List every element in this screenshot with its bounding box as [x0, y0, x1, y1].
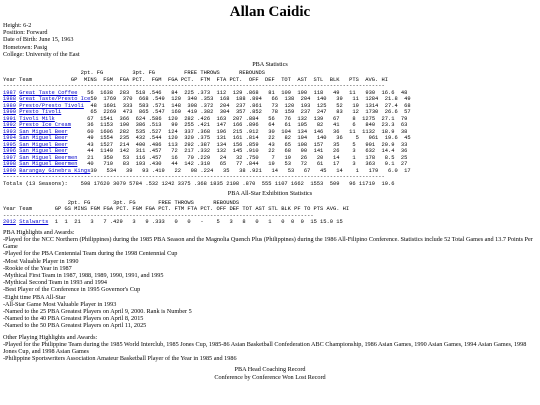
season-year-link[interactable]: 1987 — [3, 89, 16, 96]
season-team-link[interactable]: San Miguel Beer — [19, 128, 68, 135]
list-item: -All-Star Game Most Valuable Player in 1993 — [3, 300, 117, 308]
highlights-heading: PBA Highlights and Awards: — [3, 228, 75, 236]
season-row-values: 59 1769 370 668 .549 120 340 .353 168 188 .894 66 138 204 140 39 11 1284 21.8 49 — [90, 96, 411, 103]
list-item: -Best Player of the Conference in 1995 Governor's Cup — [3, 286, 141, 294]
stats-totals: Totals (13 Seasons): 598 17620 3079 5784 .532 1242 3375 .368 1835 2108 .870 555 1107 1662 1553 509 96 11719 19.6 — [3, 180, 395, 187]
bio-hometown: Hometown: Pasig — [3, 43, 48, 51]
coaching-title: PBA Head Coaching Record — [234, 366, 306, 374]
season-row-values: 48 1601 333 583 .571 148 398 .372 204 237 .861 73 120 193 125 52 19 1314 27.4 68 — [83, 102, 411, 109]
list-item: -Eight time PBA All-Star — [3, 293, 66, 301]
season-row-values: 21 350 53 116 .457 16 70 .229 24 32 .750 7 19 26 20 14 1 178 8.5 25 — [77, 154, 408, 161]
season-team-link[interactable]: Great Taste Coffee — [19, 89, 78, 96]
list-item: -Named to the 50 PBA Greatest Players on April 11, 2025 — [3, 322, 147, 330]
season-row-values: 44 1140 142 311 .457 72 217 .332 132 145 .910 22 68 90 141 26 3 632 14.4 36 — [67, 148, 408, 155]
season-team-link[interactable]: Tivoli Milk — [19, 115, 55, 122]
season-year-link[interactable]: 1995 — [3, 141, 16, 148]
bio-position: Position: Forward — [3, 29, 48, 37]
list-item: -Played for the PBA Centennial Team during the 1998 Centennial Cup — [3, 250, 178, 258]
season-team-link[interactable]: San Miguel Beer — [19, 148, 68, 155]
allstar-row-values: 1 1 21 3 7 .429 3 9 .333 0 0 - 5 3 8 0 1 0 0 0 15 15.0 15 — [48, 219, 343, 226]
season-year-link[interactable]: 1999 — [3, 167, 16, 174]
other-heading: Other Playing Highlights and Awards: — [3, 333, 98, 341]
player-name: Allan Caidic — [229, 4, 311, 20]
season-row-values: 43 1527 214 400 .486 113 292 .387 134 156 .859 43 65 108 157 35 5 901 20.9 33 — [67, 141, 408, 148]
allstar-rule: ------------------------------------------------------------------------------------------------ — [3, 212, 314, 219]
season-year-link[interactable]: 1993 — [3, 128, 16, 135]
allstar-team-link[interactable]: Stalwarts — [19, 219, 49, 226]
stats-rule: ---------------------------------------------------------------------------------------------------------------------- — [3, 174, 385, 181]
season-row-values: 49 1554 235 432 .544 120 320 .375 131 161 .814 22 82 104 140 36 5 961 19.6 45 — [67, 135, 411, 142]
season-team-link[interactable]: San Miguel Beer — [19, 135, 68, 142]
bio-college: College: University of the East — [3, 50, 80, 58]
list-item: -Philippine Sportswriters Association Amateur Basketball Player of the Year in 1985 and 1986 — [3, 355, 237, 363]
highlights-section — [3, 229, 537, 330]
other-highlights-section — [3, 334, 537, 363]
bio-height: Height: 6-2 — [3, 22, 32, 29]
season-team-link[interactable]: Presto Tivoli — [19, 109, 62, 116]
season-year-link[interactable]: 1988 — [3, 96, 16, 103]
allstar-title: PBA All-Star Exhibition Statistics — [227, 190, 313, 198]
list-item: -Named to the 25 PBA Greatest Players on April 9, 2000. Rank is Number 5 — [3, 308, 192, 316]
season-year-link[interactable]: 1997 — [3, 154, 16, 161]
season-team-link[interactable]: Great Taste/Presto Ice — [19, 96, 91, 103]
list-item: -Played for the Philippine Team during the 1985 World Interclub, 1985 Jones Cup, 1985-86 Asian Basketball Confederation ABC Championship, 1986 Asian Games, 1990 Asian Games, 1994 Asian Games, 1998 Jones Cup, and 1998 Asian Games — [3, 340, 527, 356]
season-year-link[interactable]: 1989 — [3, 102, 16, 109]
list-item: -Mythical First Team in 1987, 1988, 1989, 1990, 1991, and 1995 — [3, 272, 164, 280]
season-team-link[interactable]: Presto Ice Cream — [19, 122, 71, 129]
allstar-header-groups: 2pt. FG 3pt. FG FREE THROWS REBOUNDS — [3, 199, 240, 206]
season-team-link[interactable]: San Miguel Beermen — [19, 154, 78, 161]
bio-birthdate: Date of Birth: June 15, 1963 — [3, 36, 74, 44]
stats-header-groups: 2pt. FG 3pt. FG FREE THROWS REBOUNDS — [3, 70, 266, 77]
stats-title: PBA Statistics — [252, 61, 288, 69]
allstar-header-columns: Year Team GP GS MINS FGM FGA PCT. FGM FGA PCT. FTM FTA PCT. OFF DEF TOT AST STL BLK PF TO PTS AVG. HI — [3, 206, 350, 213]
season-team-link[interactable]: San Miguel Beermen — [19, 161, 78, 168]
allstar-table — [3, 200, 537, 226]
season-row-values: 56 1638 283 518 .546 84 225 .373 112 129 .868 81 109 190 118 49 11 930 16.6 48 — [77, 89, 408, 96]
season-team-link[interactable]: San Miguel Beer — [19, 141, 68, 148]
stats-header-columns: Year Team GP MINS FGM FGA PCT. FGM FGA PCT. FTM FTA PCT. OFF DEF TOT AST STL BLK PTS AVG. HI — [3, 76, 388, 83]
season-year-link[interactable]: 1992 — [3, 122, 16, 129]
list-item: -Mythical Second Team in 1993 and 1994 — [3, 279, 107, 287]
season-row-values: 65 2269 473 865 .547 160 419 .382 304 357 .852 78 159 237 247 83 12 1730 26.6 57 — [61, 109, 411, 116]
season-year-link[interactable]: 1990 — [3, 109, 16, 116]
stats-rows — [3, 90, 537, 175]
season-row-values: 30 534 39 93 .419 22 98 .224 35 38 .921 14 53 67 45 14 1 179 6.0 17 — [90, 167, 411, 174]
season-row-values: 40 710 83 193 .430 44 142 .310 65 77 .844 19 53 72 61 17 3 363 9.1 27 — [77, 161, 408, 168]
list-item: -Most Valuable Player in 1990 — [3, 257, 79, 265]
stats-table — [3, 70, 537, 187]
list-item: -Played for the NCC Northern (Philippines) during the 1985 PBA Season and the Magnolia Quench Plus (Philippines) during the 1986 All-Filipino Conference. Statistics include 52 Total Games and 13.7 Points Per Game — [3, 236, 533, 251]
season-year-link[interactable]: 1996 — [3, 148, 16, 155]
season-year-link[interactable]: 1991 — [3, 115, 16, 122]
player-bio — [3, 22, 537, 58]
season-year-link[interactable]: 1994 — [3, 135, 16, 142]
allstar-year-link[interactable]: 2012 — [3, 219, 16, 226]
season-team-link[interactable]: Barangay Ginebra Kings — [19, 167, 91, 174]
list-item: -Rookie of the Year in 1987 — [3, 264, 72, 272]
season-team-link[interactable]: Presto/Presto Tivoli — [19, 102, 84, 109]
coaching-subtitle: Conference by Conference Won Lost Record — [214, 373, 326, 381]
season-year-link[interactable]: 1998 — [3, 161, 16, 168]
season-row-values: 60 1606 282 535 .527 124 337 .368 196 215 .912 30 104 134 146 36 11 1132 18.9 38 — [67, 128, 408, 135]
season-row-values: 67 1541 366 624 .586 120 282 .426 163 207 .884 56 76 132 139 67 8 1275 27.1 79 — [54, 115, 408, 122]
table-row — [3, 219, 537, 226]
list-item: -Named to the 40 PBA Greatest Players on April 8, 2015 — [3, 315, 144, 323]
season-row-values: 36 1153 190 386 .513 99 255 .421 147 166 .896 64 61 105 82 41 6 840 23.3 63 — [70, 122, 408, 129]
stats-rule: ---------------------------------------------------------------------------------------------------------------------- — [3, 83, 385, 90]
